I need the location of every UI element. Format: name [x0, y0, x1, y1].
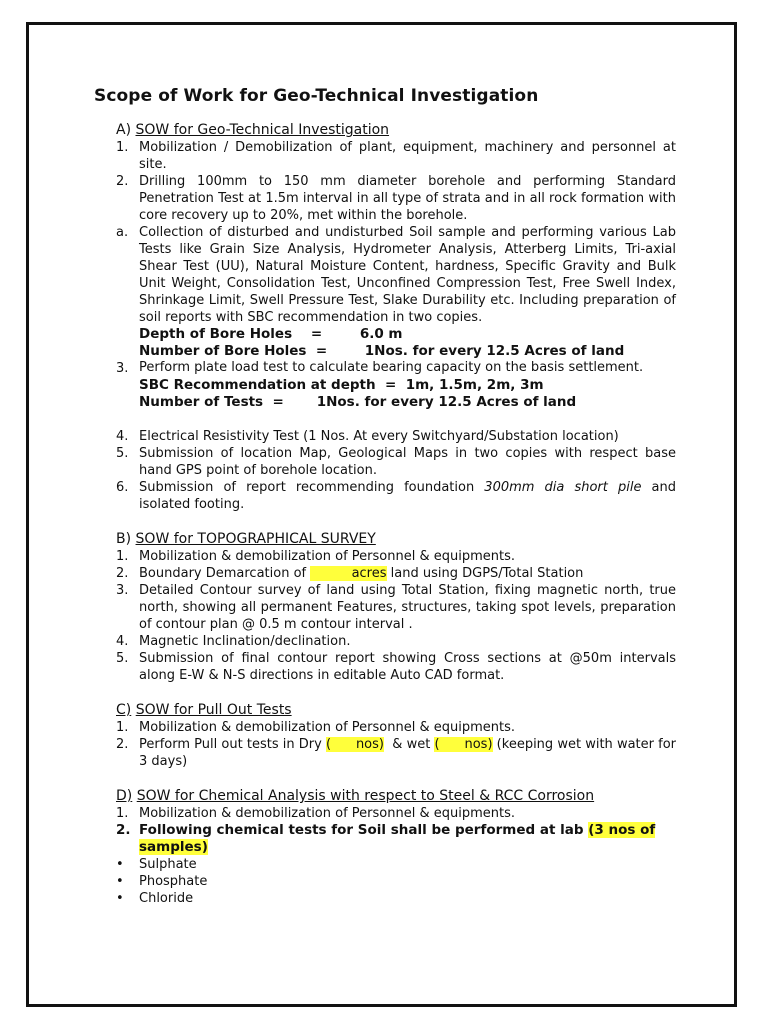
document-title: Scope of Work for Geo-Technical Investigation [94, 86, 539, 106]
list-item-text [139, 822, 676, 856]
text-run: (keeping wet with water for 3 days) [139, 737, 681, 769]
text-run: Boundary Demarcation of [139, 566, 311, 581]
spacer [116, 684, 676, 701]
list-item-text [139, 479, 676, 513]
section-a-item-6 [116, 479, 676, 513]
bullet-text: Sulphate [139, 857, 197, 872]
section-a-prefix: A) [116, 122, 132, 138]
section-b-item-2 [116, 565, 676, 582]
section-a-item-2 [116, 173, 676, 224]
section-a-title: SOW for Geo-Technical Investigation [135, 122, 390, 138]
section-c-prefix: C) [116, 702, 132, 718]
samples-highlight: (3 nos of samples) [139, 822, 656, 855]
list-item-text: Drilling 100mm to 150 mm diameter borehole and performing Standard Penetration Test at 1.5m interval in all type of strata and in all rock formation with core recovery up to 20%, met within the borehole. [139, 174, 676, 223]
section-c-item-2 [116, 736, 681, 770]
list-marker: 5. [116, 446, 129, 461]
list-marker: 2. [116, 566, 129, 581]
section-a-item-a [116, 224, 676, 326]
text-run: & wet [384, 737, 435, 752]
list-item-text: Electrical Resistivity Test (1 Nos. At every Switchyard/Substation location) [139, 429, 619, 444]
list-item-text: Mobilization & demobilization of Personnel & equipments. [139, 549, 515, 564]
text-run: Submission of report recommending foundation [139, 480, 485, 495]
list-item-text: Detailed Contour survey of land using Total Station, fixing magnetic north, true north, showing all permanent Features, structures, taking spot levels, preparation of contour plan @ 0.5 m contour interval . [139, 583, 676, 632]
list-item-text: Mobilization / Demobilization of plant, equipment, machinery and personnel at site. [139, 140, 676, 172]
text-run: Following chemical tests for Soil shall be performed at lab [139, 822, 589, 838]
list-marker: 6. [116, 480, 129, 495]
section-c-heading [116, 701, 676, 719]
section-b-prefix: B) [116, 531, 132, 547]
list-item-text [139, 565, 676, 582]
text-run: and isolated footing. [139, 480, 676, 512]
section-a-item-3 [116, 360, 676, 377]
section-d-heading [116, 787, 676, 805]
depth-of-bore-holes: Depth of Bore Holes = 6.0 m [139, 326, 403, 342]
section-d-item-2 [116, 822, 676, 856]
spacer [116, 411, 676, 428]
list-item-text: Mobilization & demobilization of Personnel & equipments. [139, 720, 515, 735]
wet-nos-highlight: ( nos) [434, 737, 493, 752]
list-marker: 1. [116, 140, 129, 155]
list-item-text [139, 736, 681, 770]
section-b-item-4 [116, 633, 676, 650]
list-marker: a. [116, 225, 129, 240]
pile-type-text: 300mm dia short pile [484, 480, 642, 495]
list-marker: 1. [116, 720, 129, 735]
list-marker: 1. [116, 549, 129, 564]
list-item-text: Submission of final contour report showing Cross sections at @50m intervals along E-W & N-S directions in editable Auto CAD format. [139, 651, 676, 683]
bullet-marker: • [116, 874, 124, 889]
number-of-tests: Number of Tests = 1Nos. for every 12.5 Acres of land [139, 394, 577, 410]
list-marker: 2. [116, 737, 129, 752]
section-b-item-1 [116, 548, 676, 565]
acres-highlight: acres [310, 566, 387, 581]
spacer [116, 513, 676, 530]
sbc-recommendation: SBC Recommendation at depth = 1m, 1.5m, 2m, 3m [139, 377, 544, 393]
dry-nos-highlight: ( nos) [325, 737, 384, 752]
section-b-heading [116, 530, 676, 548]
document-body [116, 121, 681, 907]
list-item-text: Perform plate load test to calculate bearing capacity on the basis settlement. [139, 360, 644, 375]
list-marker: 2. [116, 822, 131, 838]
section-c-title: SOW for Pull Out Tests [135, 702, 292, 718]
bullet-item [116, 890, 676, 907]
spacer [116, 770, 676, 787]
section-d-prefix: D) [116, 788, 133, 804]
section-b-item-5 [116, 650, 676, 684]
text-run: Perform Pull out tests in Dry [139, 737, 326, 752]
section-a-item-5 [116, 445, 676, 479]
section-a-item-1 [116, 139, 676, 173]
section-b-item-3 [116, 582, 676, 633]
bullet-item [116, 856, 676, 873]
bullet-item [116, 873, 676, 890]
section-a-heading [116, 121, 676, 139]
bullet-marker: • [116, 891, 124, 906]
list-marker: 3. [116, 361, 129, 376]
section-a-item-4 [116, 428, 676, 445]
text-run: land using DGPS/Total Station [386, 566, 584, 581]
section-c-item-1 [116, 719, 676, 736]
list-item-text: Collection of disturbed and undisturbed Soil sample and performing various Lab Tests like Grain Size Analysis, Hydrometer Analysis, Atterberg Limits, Tri-axial Shear Test (UU), Natural Moisture Content, hardness, Specific Gravity and Bulk Unit Weight, Consolidation Test, Unconfined Compression Test, Free Swell Index, Shrinkage Limit, Swell Pressure Test, Slake Durability etc. Including preparation of soil reports with SBC recommendation in two copies. [139, 225, 676, 325]
section-d-title: SOW for Chemical Analysis with respect to Steel & RCC Corrosion [136, 788, 595, 804]
list-marker: 4. [116, 429, 129, 444]
section-b-title: SOW for TOPOGRAPHICAL SURVEY [135, 531, 376, 547]
bullet-text: Phosphate [139, 874, 208, 889]
list-marker: 5. [116, 651, 129, 666]
list-marker: 2. [116, 174, 129, 189]
number-of-bore-holes: Number of Bore Holes = 1Nos. for every 12.5 Acres of land [139, 343, 625, 359]
list-marker: 4. [116, 634, 129, 649]
list-item-text: Submission of location Map, Geological Maps in two copies with respect base hand GPS point of borehole location. [139, 446, 676, 478]
list-item-text: Magnetic Inclination/declination. [139, 634, 351, 649]
section-d-item-1 [116, 805, 676, 822]
list-marker: 1. [116, 806, 129, 821]
bullet-marker: • [116, 857, 124, 872]
bullet-text: Chloride [139, 891, 194, 906]
list-marker: 3. [116, 583, 129, 598]
list-item-text: Mobilization & demobilization of Personnel & equipments. [139, 806, 515, 821]
